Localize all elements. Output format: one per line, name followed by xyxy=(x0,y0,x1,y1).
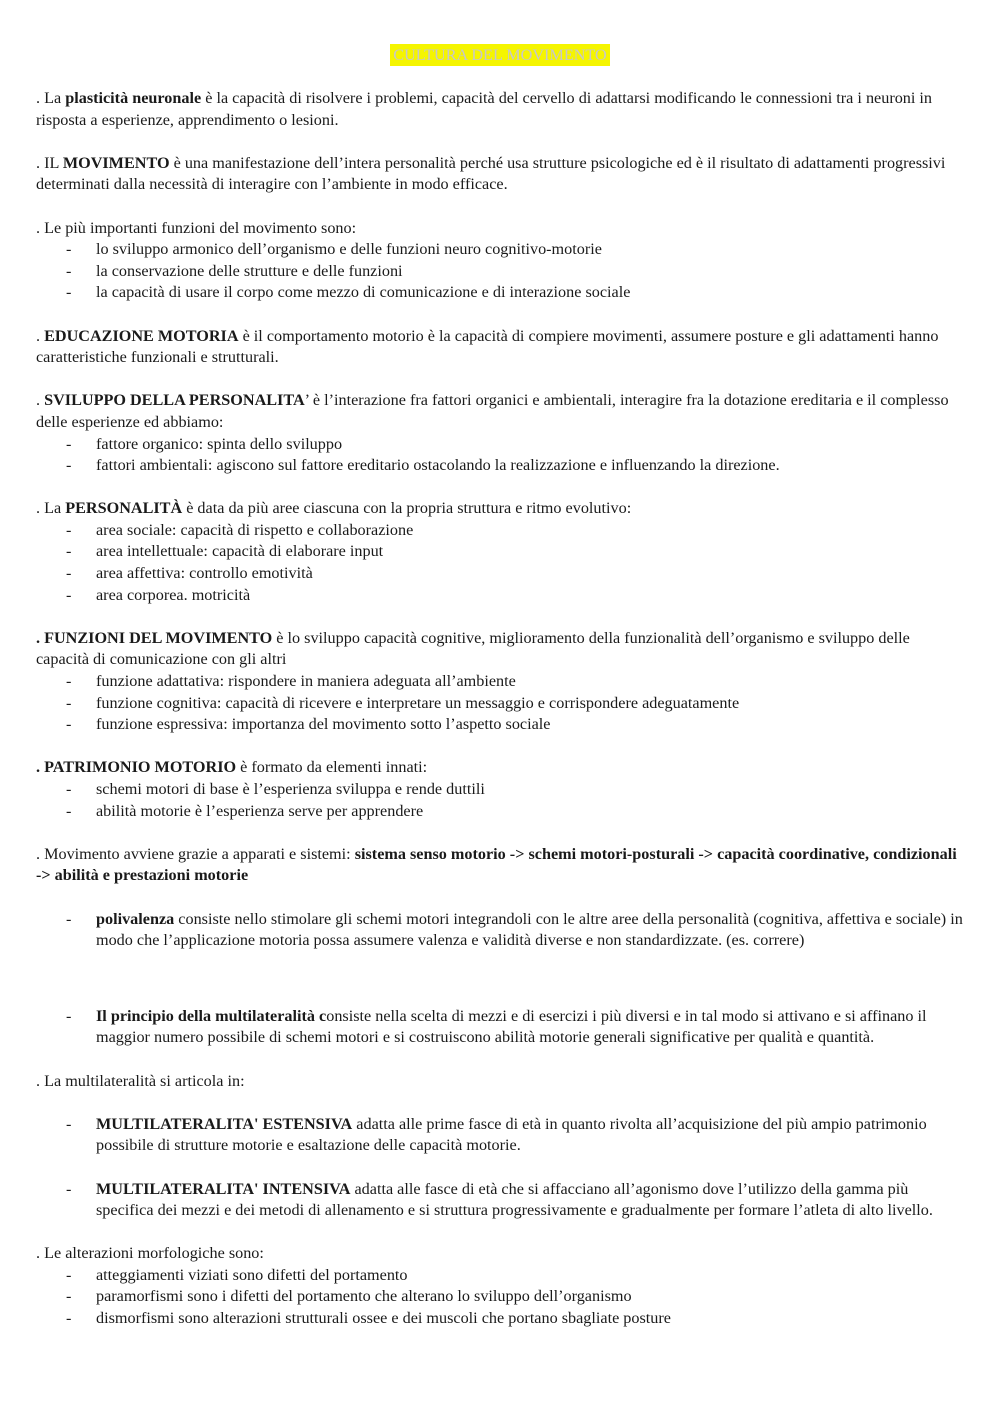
bold-term: polivalenza xyxy=(96,909,175,928)
text: consiste nello stimolare gli schemi motori integrandoli con le altre aree della personalità (cognitiva, affettiva e sociale) in modo che l’applicazione motoria possa assumere valenza e validità diverse e non standardizzate. (es. correre) xyxy=(96,909,963,950)
bold-term: . FUNZIONI DEL MOVIMENTO xyxy=(36,628,273,647)
section-funzioni-importanti xyxy=(36,218,964,304)
bold-term: Il principio della multilateralità c xyxy=(96,1006,327,1025)
bold-term: PERSONALITÀ xyxy=(65,499,183,518)
list-item: - abilità motorie è l’esperienza serve per apprendere xyxy=(36,801,964,823)
dash-list xyxy=(36,520,964,606)
text: è lo sviluppo capacità cognitive, miglioramento della funzionalità dell’organismo e sviluppo delle capacità di comunicazione con gli altri xyxy=(36,628,910,669)
bold-term: . PATRIMONIO MOTORIO xyxy=(36,758,237,777)
text: adatta alle prime fasce di età in quanto rivolta all’acquisizione del più ampio patrimonio possibile di strutture motorie e esaltazione delle capacità motorie. xyxy=(96,1114,927,1155)
list-item: - funzione espressiva: importanza del movimento sotto l’aspetto sociale xyxy=(36,714,964,736)
text: . xyxy=(36,326,45,345)
bold-term: MULTILATERALITA' INTENSIVA xyxy=(96,1179,351,1198)
dash-list xyxy=(36,1265,964,1330)
section-patrimonio-motorio xyxy=(36,757,964,822)
section-intro xyxy=(36,498,964,520)
list-item: - area affettiva: controllo emotività xyxy=(36,563,964,585)
bold-term: EDUCAZIONE MOTORIA xyxy=(44,326,239,345)
title-row xyxy=(36,44,964,68)
text: è il comportamento motorio è la capacità di compiere movimenti, assumere posture e gli adattamenti hanno caratteristiche funzionali e strutturali. xyxy=(36,326,939,367)
dash-list-estensiva xyxy=(36,1114,964,1157)
dash-list xyxy=(36,239,964,304)
list-item: - dismorfismi sono alterazioni strutturali ossee e dei muscoli che portano sbagliate posture xyxy=(36,1308,964,1330)
bold-term: plasticità neuronale xyxy=(65,89,202,107)
text: . Movimento avviene grazie a apparati e sistemi: xyxy=(36,844,355,863)
text: . IL xyxy=(36,153,63,172)
dash-list-intensiva xyxy=(36,1179,964,1222)
document-page xyxy=(36,44,964,1330)
text: onsiste nella scelta di mezzi e di esercizi i più diversi e in tal modo si attivano e si affinano il maggior numero possibile di schemi motori e si costruiscono abilità motorie generali significative per qualità e quantità. xyxy=(96,1006,927,1047)
list-item: - area intellettuale: capacità di elaborare input xyxy=(36,541,964,563)
list-item: - fattori ambientali: agiscono sul fattore ereditario ostacolando la realizzazione e influenzando la direzione. xyxy=(36,455,964,477)
text: è la capacità di risolvere i problemi, capacità del cervello di adattarsi modificando le connessioni tra i neuroni in risposta a esperienze, apprendimento o lesioni. xyxy=(36,89,933,129)
text: è una manifestazione dell’intera personalità perché usa strutture psicologiche ed è il risultato di adattamenti progressivi determinati dalla necessità di interagire con l’ambiente in modo efficace. xyxy=(36,153,946,194)
section-intro: . Le alterazioni morfologiche sono: xyxy=(36,1244,264,1263)
bold-term: MULTILATERALITA' ESTENSIVA xyxy=(96,1114,353,1133)
paragraph-plasticita xyxy=(36,88,964,131)
section-alterazioni-morfologiche xyxy=(36,1243,964,1329)
text: . xyxy=(36,391,45,410)
list-item: - area sociale: capacità di rispetto e collaborazione xyxy=(36,520,964,542)
list-item: - funzione adattativa: rispondere in maniera adeguata all’ambiente xyxy=(36,671,964,693)
section-intro xyxy=(36,390,964,433)
paragraph-educazione-motoria xyxy=(36,326,964,369)
list-item: - schemi motori di base è l’esperienza sviluppa e rende duttili xyxy=(36,779,964,801)
list-item xyxy=(36,1114,964,1157)
dash-list-multilateralita xyxy=(36,1006,964,1049)
dash-list xyxy=(36,779,964,822)
list-item: - fattore organico: spinta dello sviluppo xyxy=(36,434,964,456)
section-intro: . Le più importanti funzioni del movimento sono: xyxy=(36,218,357,237)
section-personalita xyxy=(36,498,964,606)
section-intro xyxy=(36,628,964,671)
paragraph-multilateralita-articola: . La multilateralità si articola in: xyxy=(36,1071,245,1090)
list-item: - lo sviluppo armonico dell’organismo e delle funzioni neuro cognitivo-motorie xyxy=(36,239,964,261)
text: . La xyxy=(36,89,66,107)
list-item: - paramorfismi sono i difetti del portamento che alterano lo sviluppo dell’organismo xyxy=(36,1286,964,1308)
dash-list xyxy=(36,671,964,736)
paragraph-apparati-sistemi xyxy=(36,844,964,887)
list-item: - la conservazione delle strutture e delle funzioni xyxy=(36,261,964,283)
list-item: - area corporea. motricità xyxy=(36,585,964,607)
text: è formato da elementi innati: xyxy=(236,758,428,777)
section-funzioni-movimento xyxy=(36,628,964,736)
bold-term: sistema senso motorio -> schemi motori-posturali -> capacità coordinative, condizionali -> abilità e prestazioni motorie xyxy=(36,844,957,885)
text: è data da più aree ciascuna con la propria struttura e ritmo evolutivo: xyxy=(182,499,632,518)
dash-list-polivalenza xyxy=(36,909,964,952)
list-item xyxy=(36,909,964,952)
bold-term: SVILUPPO DELLA PERSONALITA xyxy=(44,391,305,410)
bold-term: MOVIMENTO xyxy=(62,153,170,172)
list-item: - funzione cognitiva: capacità di ricevere e interpretare un messaggio e corrispondere adeguatamente xyxy=(36,693,964,715)
document-title: CULTURA DEL MOVIMENTO xyxy=(390,44,609,66)
text: adatta alle fasce di età che si affacciano all’agonismo dove l’utilizzo della gamma più specifica dei mezzi e dei metodi di allenamento e si struttura progressivamente e gradualmente per formare l’atleta di alto livello. xyxy=(96,1179,933,1220)
section-intro xyxy=(36,757,964,779)
text: ’ è l’interazione fra fattori organici e ambientali, interagire fra la dotazione ereditaria e il complesso delle esperienze ed abbiamo: xyxy=(36,391,949,431)
list-item xyxy=(36,1006,964,1049)
section-sviluppo-personalita xyxy=(36,390,964,476)
list-item: - la capacità di usare il corpo come mezzo di comunicazione e di interazione sociale xyxy=(36,282,964,304)
list-item xyxy=(36,1179,964,1222)
text: . La xyxy=(36,499,66,518)
list-item: - atteggiamenti viziati sono difetti del portamento xyxy=(36,1265,964,1287)
dash-list xyxy=(36,434,964,477)
paragraph-movimento xyxy=(36,153,964,196)
